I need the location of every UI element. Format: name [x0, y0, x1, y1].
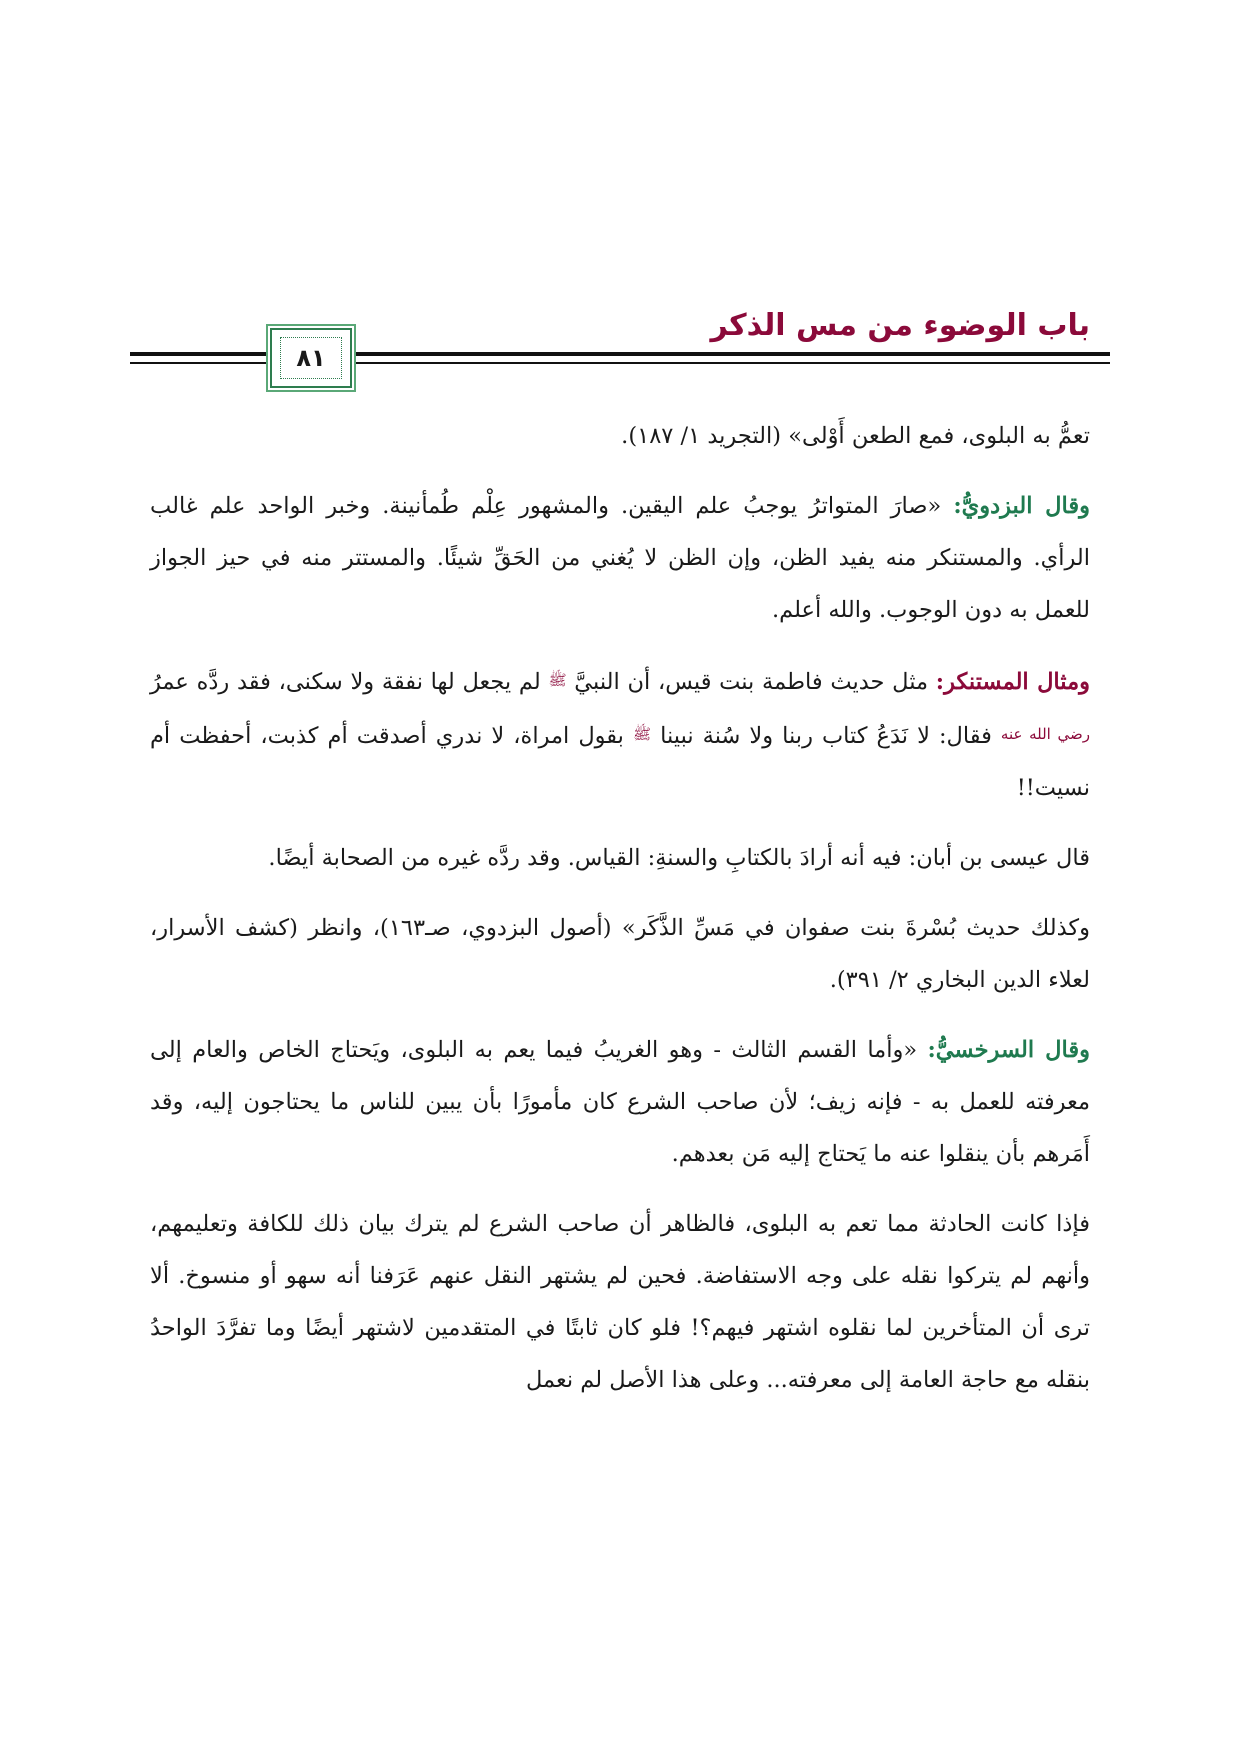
paragraph-text: فقال: لا نَدَعُ كتاب ربنا ولا سُنة نبينا [651, 723, 1001, 749]
paragraph-1 [150, 410, 1090, 462]
paragraph-5 [150, 902, 1090, 1006]
paragraph-text: بقول امراة، لا ندري أصدقت أم كذبت، أحفظت أم نسيت!! [150, 723, 1090, 801]
paragraph-3 [150, 654, 1090, 814]
page-header [130, 300, 1110, 390]
paragraph-7 [150, 1198, 1090, 1406]
honorific-glyph: ﷺ [632, 725, 652, 743]
paragraph-text: مثل حديث فاطمة بنت قيس، أن النبيَّ [566, 669, 936, 695]
speaker-label: وقال السرخسيُّ: [927, 1037, 1090, 1063]
chapter-title: باب الوضوء من مس الذكر [710, 308, 1090, 343]
paragraph-text: «صارَ المتواترُ يوجبُ علم اليقين. والمشهور عِلْم طُمأنينة. وخبر الواحد علم غالب الرأي. والمستنكر منه يفيد الظن، وإن الظن لا يُغني من الحَقِّ شيئًا. والمستتر منه في حيز الجواز للعمل به دون الوجوب. والله أعلم. [150, 493, 1090, 623]
paragraph-text: تعمُّ به البلوى، فمع الطعن أَوْلى» (التجريد ١/ ١٨٧). [621, 423, 1090, 449]
speaker-label: وقال البزدويُّ: [953, 493, 1090, 519]
speaker-label: ومثال المستنكر: [935, 669, 1090, 695]
paragraph-text: لم يجعل لها نفقة ولا سكنى، فقد ردَّه عمرُ [150, 669, 549, 695]
paragraph-4 [150, 832, 1090, 884]
page-number-frame [270, 328, 352, 388]
paragraph-text: فإذا كانت الحادثة مما تعم به البلوى، فالظاهر أن صاحب الشرع لم يترك بيان ذلك للكافة وتعليمهم، وأنهم لم يتركوا نقله على وجه الاستفاضة. فحين لم يشتهر النقل عنهم عَرَفنا أنه سهو أو منسوخ. ألا ترى أن المتأخرين لما نقلوه اشتهر فيهم؟! فلو كان ثابتًا في المتقدمين لاشتهر أيضًا وما تفرَّدَ الواحدُ بنقله مع حاجة العامة إلى معرفته... وعلى هذا الأصل لم نعمل [150, 1211, 1090, 1393]
honorific-glyph: رضي الله عنه [1000, 725, 1090, 743]
paragraph-text: قال عيسى بن أبان: فيه أنه أرادَ بالكتابِ والسنةِ: القياس. وقد ردَّه غيره من الصحابة أيضًا. [268, 845, 1090, 871]
page-number: ٨١ [280, 337, 342, 379]
paragraph-text: «وأما القسم الثالث - وهو الغريبُ فيما يعم به البلوى، ويَحتاج الخاص والعام إلى معرفته للعمل به - فإنه زيف؛ لأن صاحب الشرع كان مأمورًا بأن يبين للناس ما يحتاجون إليه، وقد أَمَرهم بأن ينقلوا عنه ما يَحتاج إليه مَن بعدهم. [150, 1037, 1090, 1167]
book-page [130, 300, 1110, 1720]
page-body [150, 410, 1090, 1424]
paragraph-text: وكذلك حديث بُسْرةَ بنت صفوان في مَسِّ الذَّكَر» (أصول البزدوي، صـ١٦٣)، وانظر (كشف الأسرار، لعلاء الدين البخاري ٢/ ٣٩١). [150, 915, 1090, 993]
paragraph-2 [150, 480, 1090, 636]
honorific-glyph: ﷺ [548, 671, 567, 689]
paragraph-6 [150, 1024, 1090, 1180]
